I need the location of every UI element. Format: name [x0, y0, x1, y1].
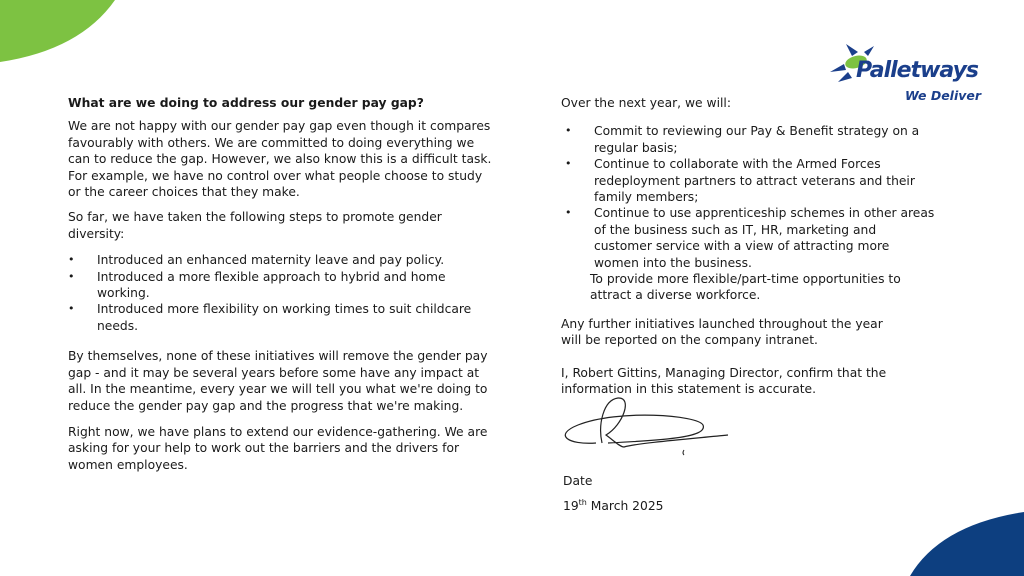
plans-intro: Over the next year, we will: — [561, 96, 731, 110]
right-column — [561, 95, 961, 398]
date-label: Date — [563, 474, 593, 488]
left-column — [68, 95, 493, 473]
date-value — [563, 498, 663, 514]
date-suffix: th — [578, 498, 587, 508]
list-item: • Commit to reviewing our Pay & Benefit strategy on a regular basis; — [565, 123, 935, 156]
steps-list — [68, 252, 493, 334]
list-item: • Introduced a more flexible approach to hybrid and home working. — [68, 269, 493, 302]
date-day: 19 — [563, 499, 579, 514]
paragraph-intranet: Any further initiatives launched throughout the year will be reported on the company intranet. — [561, 316, 883, 348]
plans-extra: To provide more flexible/part-time opportunities to attract a diverse workforce. — [590, 272, 901, 303]
plans-list — [561, 123, 935, 271]
paragraph-evidence: Right now, we have plans to extend our evidence-gathering. We are asking for your help to work out the barriers and the drivers for women employees. — [68, 424, 488, 472]
signature — [558, 395, 738, 460]
paragraph-steps-intro: So far, we have taken the following steps to promote gender diversity: — [68, 210, 442, 241]
list-item: • Introduced an enhanced maternity leave and pay policy. — [68, 252, 493, 268]
list-item: • Continue to use apprenticeship schemes in other areas of the business such as IT, HR, marketing and customer service with a view of attracting more women into the business. — [565, 205, 935, 271]
paragraph-gap-intro: We are not happy with our gender pay gap even though it compares favourably with others. We are committed to doing everything we can to reduce the gap. However, we also know this is a difficult task. For example, we have no control over what people choose to study or the career choices that they make. — [68, 119, 492, 200]
date-block — [563, 473, 663, 515]
section-heading: What are we doing to address our gender pay gap? — [68, 96, 424, 110]
list-item: • Introduced more flexibility on working times to suit childcare needs. — [68, 301, 493, 334]
date-rest: March 2025 — [586, 499, 664, 514]
navy-corner-shape — [900, 500, 1024, 576]
logo-tagline: We Deliver — [905, 88, 982, 103]
green-corner-shape — [0, 0, 120, 70]
paragraph-confirmation: I, Robert Gittins, Managing Director, confirm that the information in this statement is accurate. — [561, 365, 887, 397]
list-item: • Continue to collaborate with the Armed Forces redeployment partners to attract veterans and their family members; — [565, 156, 935, 205]
paragraph-initiatives: By themselves, none of these initiatives will remove the gender pay gap - and it may be several years before some have any impact at all. In the meantime, every year we will tell you what we're doing to reduce the gender pay gap and the progress that we're making. — [68, 349, 488, 413]
logo-brand: Palletways — [856, 58, 979, 83]
